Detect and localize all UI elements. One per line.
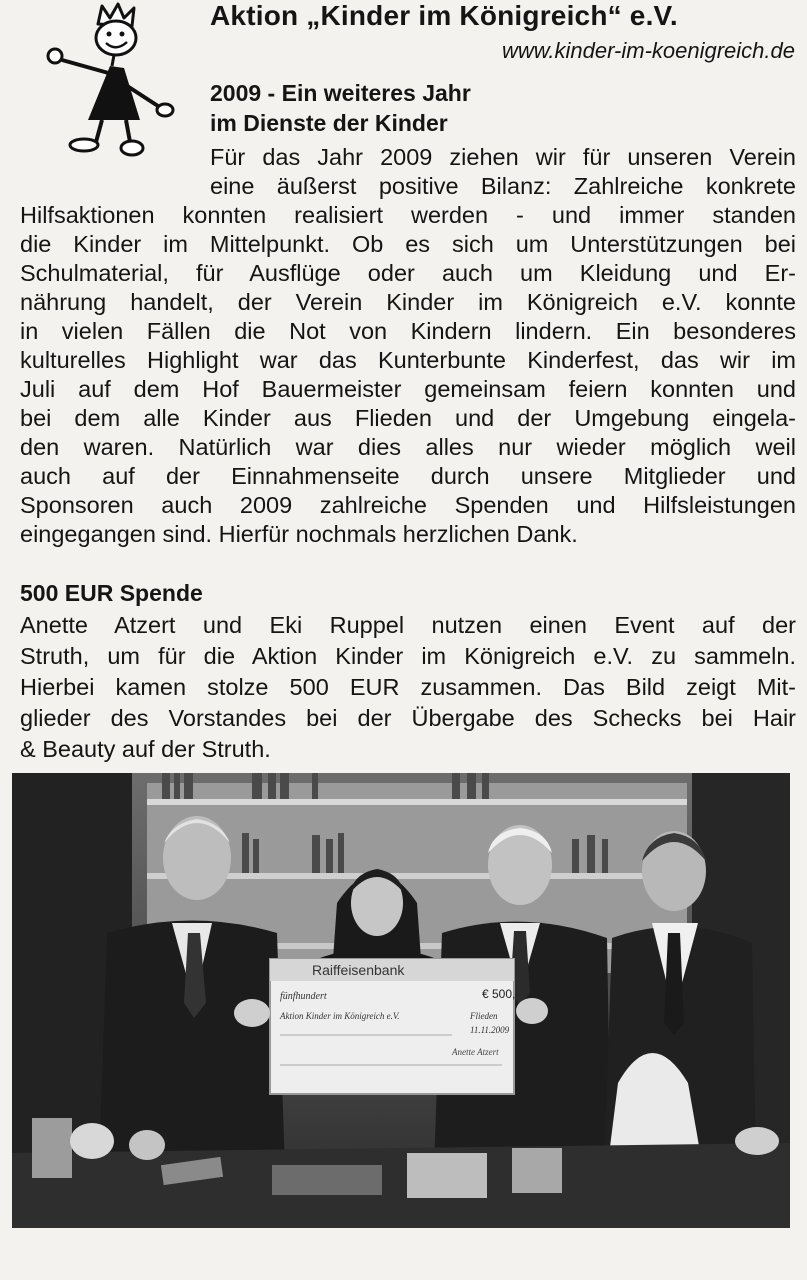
- cheque-payee: Aktion Kinder im Königreich e.V.: [280, 1011, 400, 1021]
- cheque-bank-name: Raiffeisenbank: [312, 962, 405, 978]
- cheque-signature: Anette Atzert: [452, 1047, 499, 1057]
- cheque-amount-words: fünfhundert: [280, 991, 327, 1002]
- body-line: bei dem alle Kinder aus Flieden und der Umgebung eingela-: [20, 405, 796, 431]
- body-line: kulturelles Highlight war das Kunterbunte Kinderfest, das wir im: [20, 347, 796, 373]
- body-line: glieder des Vorstandes bei der Übergabe des Schecks bei Hair: [20, 705, 796, 731]
- body-line: Hierbei kamen stolze 500 EUR zusammen. Das Bild zeigt Mit-: [20, 674, 796, 700]
- body-line: nährung handelt, der Verein Kinder im Königreich e.V. konnte: [20, 289, 796, 315]
- body-line: & Beauty auf der Struth.: [20, 736, 271, 762]
- body-line: auch auf der Einnahmenseite durch unsere Mitglieder und: [20, 463, 796, 489]
- body-line: Anette Atzert und Eki Ruppel nutzen einen Event auf der: [20, 612, 796, 638]
- article-title: Aktion „Kinder im Königreich“ e.V.: [210, 0, 678, 31]
- crowned-child-logo-icon: [40, 2, 190, 162]
- body-line: die Kinder im Mittelpunkt. Ob es sich um Unterstützungen bei: [20, 231, 796, 257]
- cheque-place: Flieden: [470, 1011, 498, 1021]
- body-line: Sponsoren auch 2009 zahlreiche Spenden und Hilfsleistungen: [20, 492, 796, 518]
- cheque-date: 11.11.2009: [470, 1025, 510, 1035]
- section-headline: 500 EUR Spende: [20, 580, 203, 606]
- headline-line-1: 2009 - Ein weiteres Jahr: [210, 80, 471, 106]
- body-line: in vielen Fällen die Not von Kindern lindern. Ein besonderes: [20, 318, 796, 344]
- photo-scene: [12, 773, 790, 1228]
- headline-line-2: im Dienste der Kinder: [210, 110, 448, 136]
- body-line: Für das Jahr 2009 ziehen wir für unseren Verein: [210, 144, 796, 170]
- body-line: eingegangen sind. Hierfür nochmals herzlichen Dank.: [20, 521, 578, 547]
- body-line: Schulmaterial, für Ausflüge oder auch um Kleidung und Er-: [20, 260, 796, 286]
- body-line: Hilfsaktionen konnten realisiert werden - und immer standen: [20, 202, 796, 228]
- body-line: Struth, um für die Aktion Kinder im Königreich e.V. zu sammeln.: [20, 643, 796, 669]
- body-line: den waren. Natürlich war dies alles nur wieder möglich weil: [20, 434, 796, 460]
- body-line: Juli auf dem Hof Bauermeister gemeinsam feiern konnten und: [20, 376, 796, 402]
- cheque-amount: € 500,-: [482, 987, 520, 1001]
- website-url: www.kinder-im-koenigreich.de: [501, 38, 795, 63]
- cheque-handover-photo: [12, 773, 790, 1228]
- body-line: eine äußerst positive Bilanz: Zahlreiche konkrete: [210, 173, 796, 199]
